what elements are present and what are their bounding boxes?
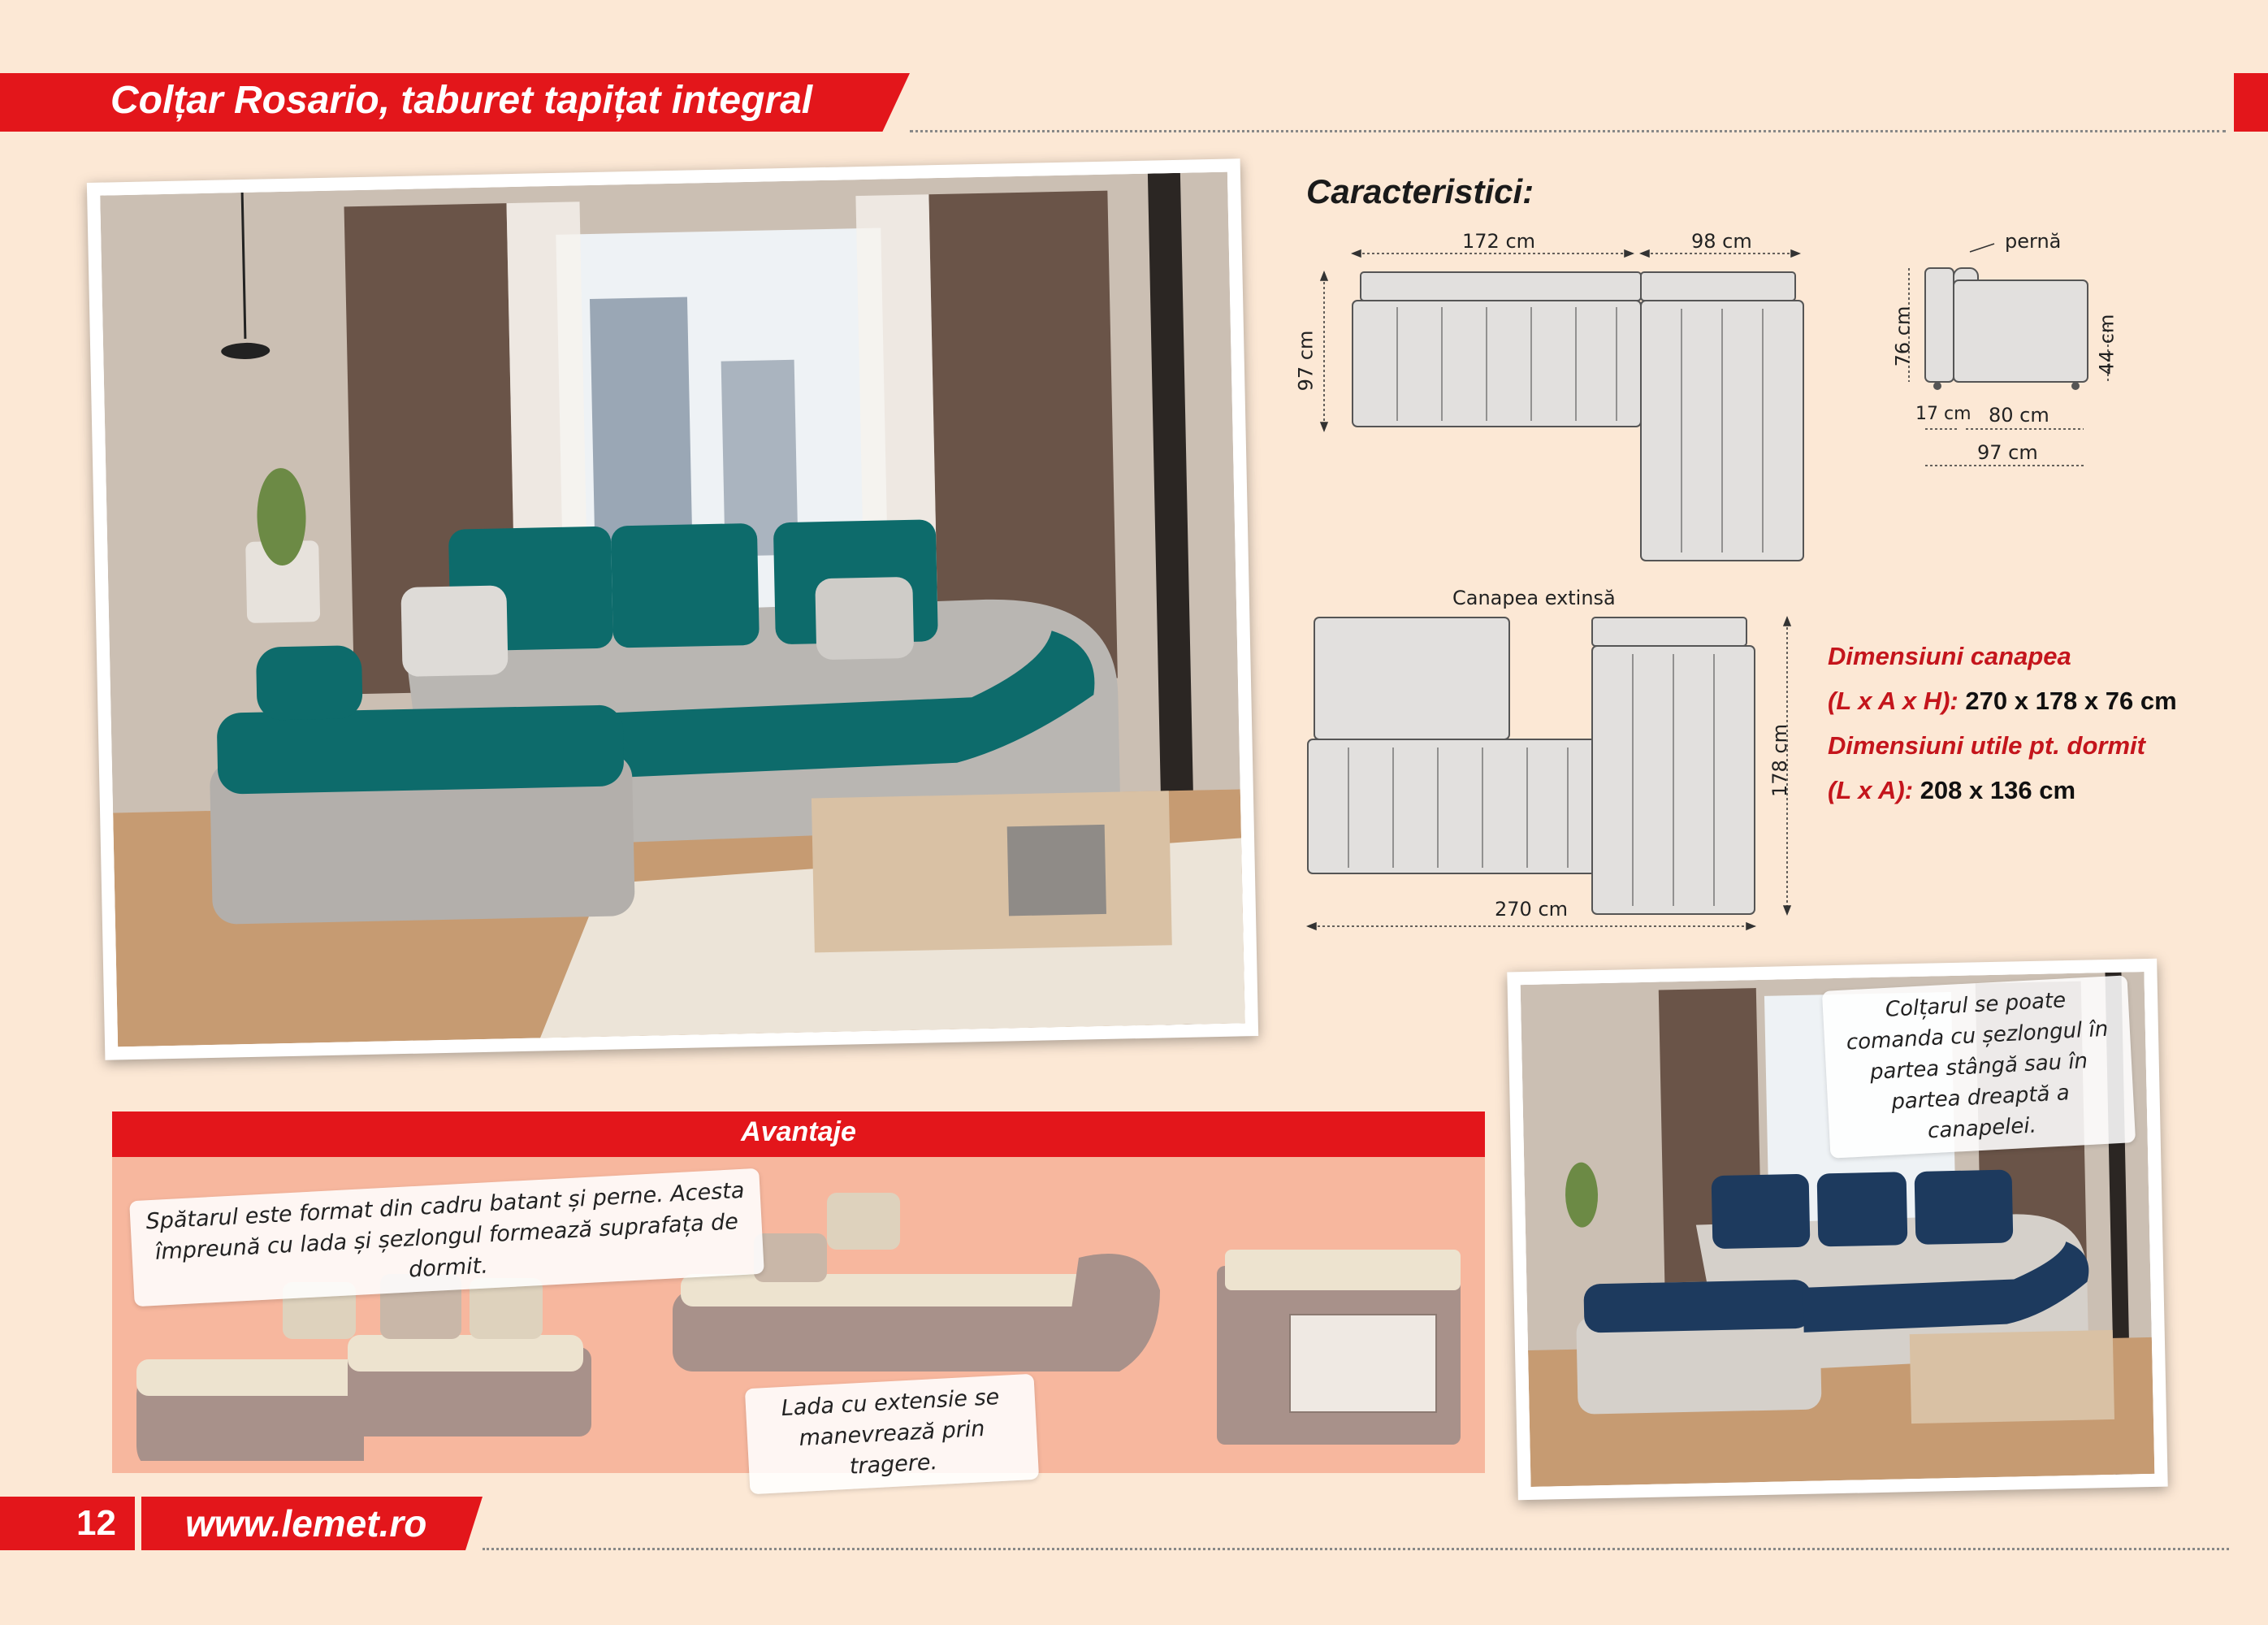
header-dotted-line	[910, 130, 2226, 132]
variant-note: Colțarul se poate comanda cu șezlongul în partea stângă sau în partea dreaptă a canapelei.	[1822, 975, 2136, 1158]
dim-44-vertical: 44 cm	[2095, 314, 2119, 375]
advantages-title: Avantaje	[741, 1116, 856, 1147]
sleep-dimensions-label	[1828, 731, 2145, 760]
dim-76-vertical: 76 cm	[1891, 306, 1915, 367]
dim-172: 172 cm	[1462, 230, 1536, 253]
advantages-note-backrest: Spătarul este format din cadru batant și perne. Acesta împreună cu lada și șezlongul formează suprafața de dormit.	[129, 1168, 764, 1306]
sofa-dimensions-label	[1828, 642, 2071, 671]
sofa-extended-diagram	[1300, 609, 1803, 934]
dim-98: 98 cm	[1691, 230, 1752, 253]
dim-270: 270 cm	[1495, 898, 1569, 921]
sofa-top-view-diagram	[1292, 228, 1828, 577]
specs-heading: Caracteristici:	[1306, 172, 1534, 210]
footer-dotted-line	[483, 1548, 2229, 1550]
header-corner-tab	[2234, 73, 2268, 132]
sleep-dimensions-key: (L x A):	[1828, 776, 1914, 804]
sofa-dimensions-title: Dimensiuni canapea	[1828, 642, 2071, 670]
sleep-dimensions-row	[1828, 776, 2075, 805]
website-link[interactable]: www.lemet.ro	[185, 1502, 427, 1545]
dim-17: 17 cm	[1915, 404, 1972, 424]
living-room-scene	[100, 172, 1245, 1047]
pillow-label: pernă	[2005, 230, 2062, 253]
sofa-dimensions-row	[1828, 687, 2177, 716]
extended-label: Canapea extinsă	[1452, 587, 1616, 609]
main-product-photo	[87, 158, 1258, 1060]
page-title: Colțar Rosario, taburet tapițat integral	[110, 79, 813, 122]
dim-97-depth: 97 cm	[1977, 441, 2038, 464]
sleep-dimensions-title: Dimensiuni utile pt. dormit	[1828, 731, 2145, 760]
page-number: 12	[76, 1503, 116, 1543]
sleep-dimensions-value: 208 x 136 cm	[1920, 776, 2076, 804]
sofa-dimensions-key: (L x A x H):	[1828, 687, 1959, 715]
advantages-note-drawer: Lada cu extensie se manevrează prin tragere.	[745, 1374, 1039, 1494]
dim-80: 80 cm	[1989, 404, 2049, 427]
dim-97-vertical: 97 cm	[1294, 330, 1318, 392]
sofa-dimensions-value: 270 x 178 x 76 cm	[1965, 687, 2177, 715]
sofa-side-view-diagram	[1901, 236, 2112, 398]
dim-178-vertical: 178 cm	[1768, 723, 1792, 798]
